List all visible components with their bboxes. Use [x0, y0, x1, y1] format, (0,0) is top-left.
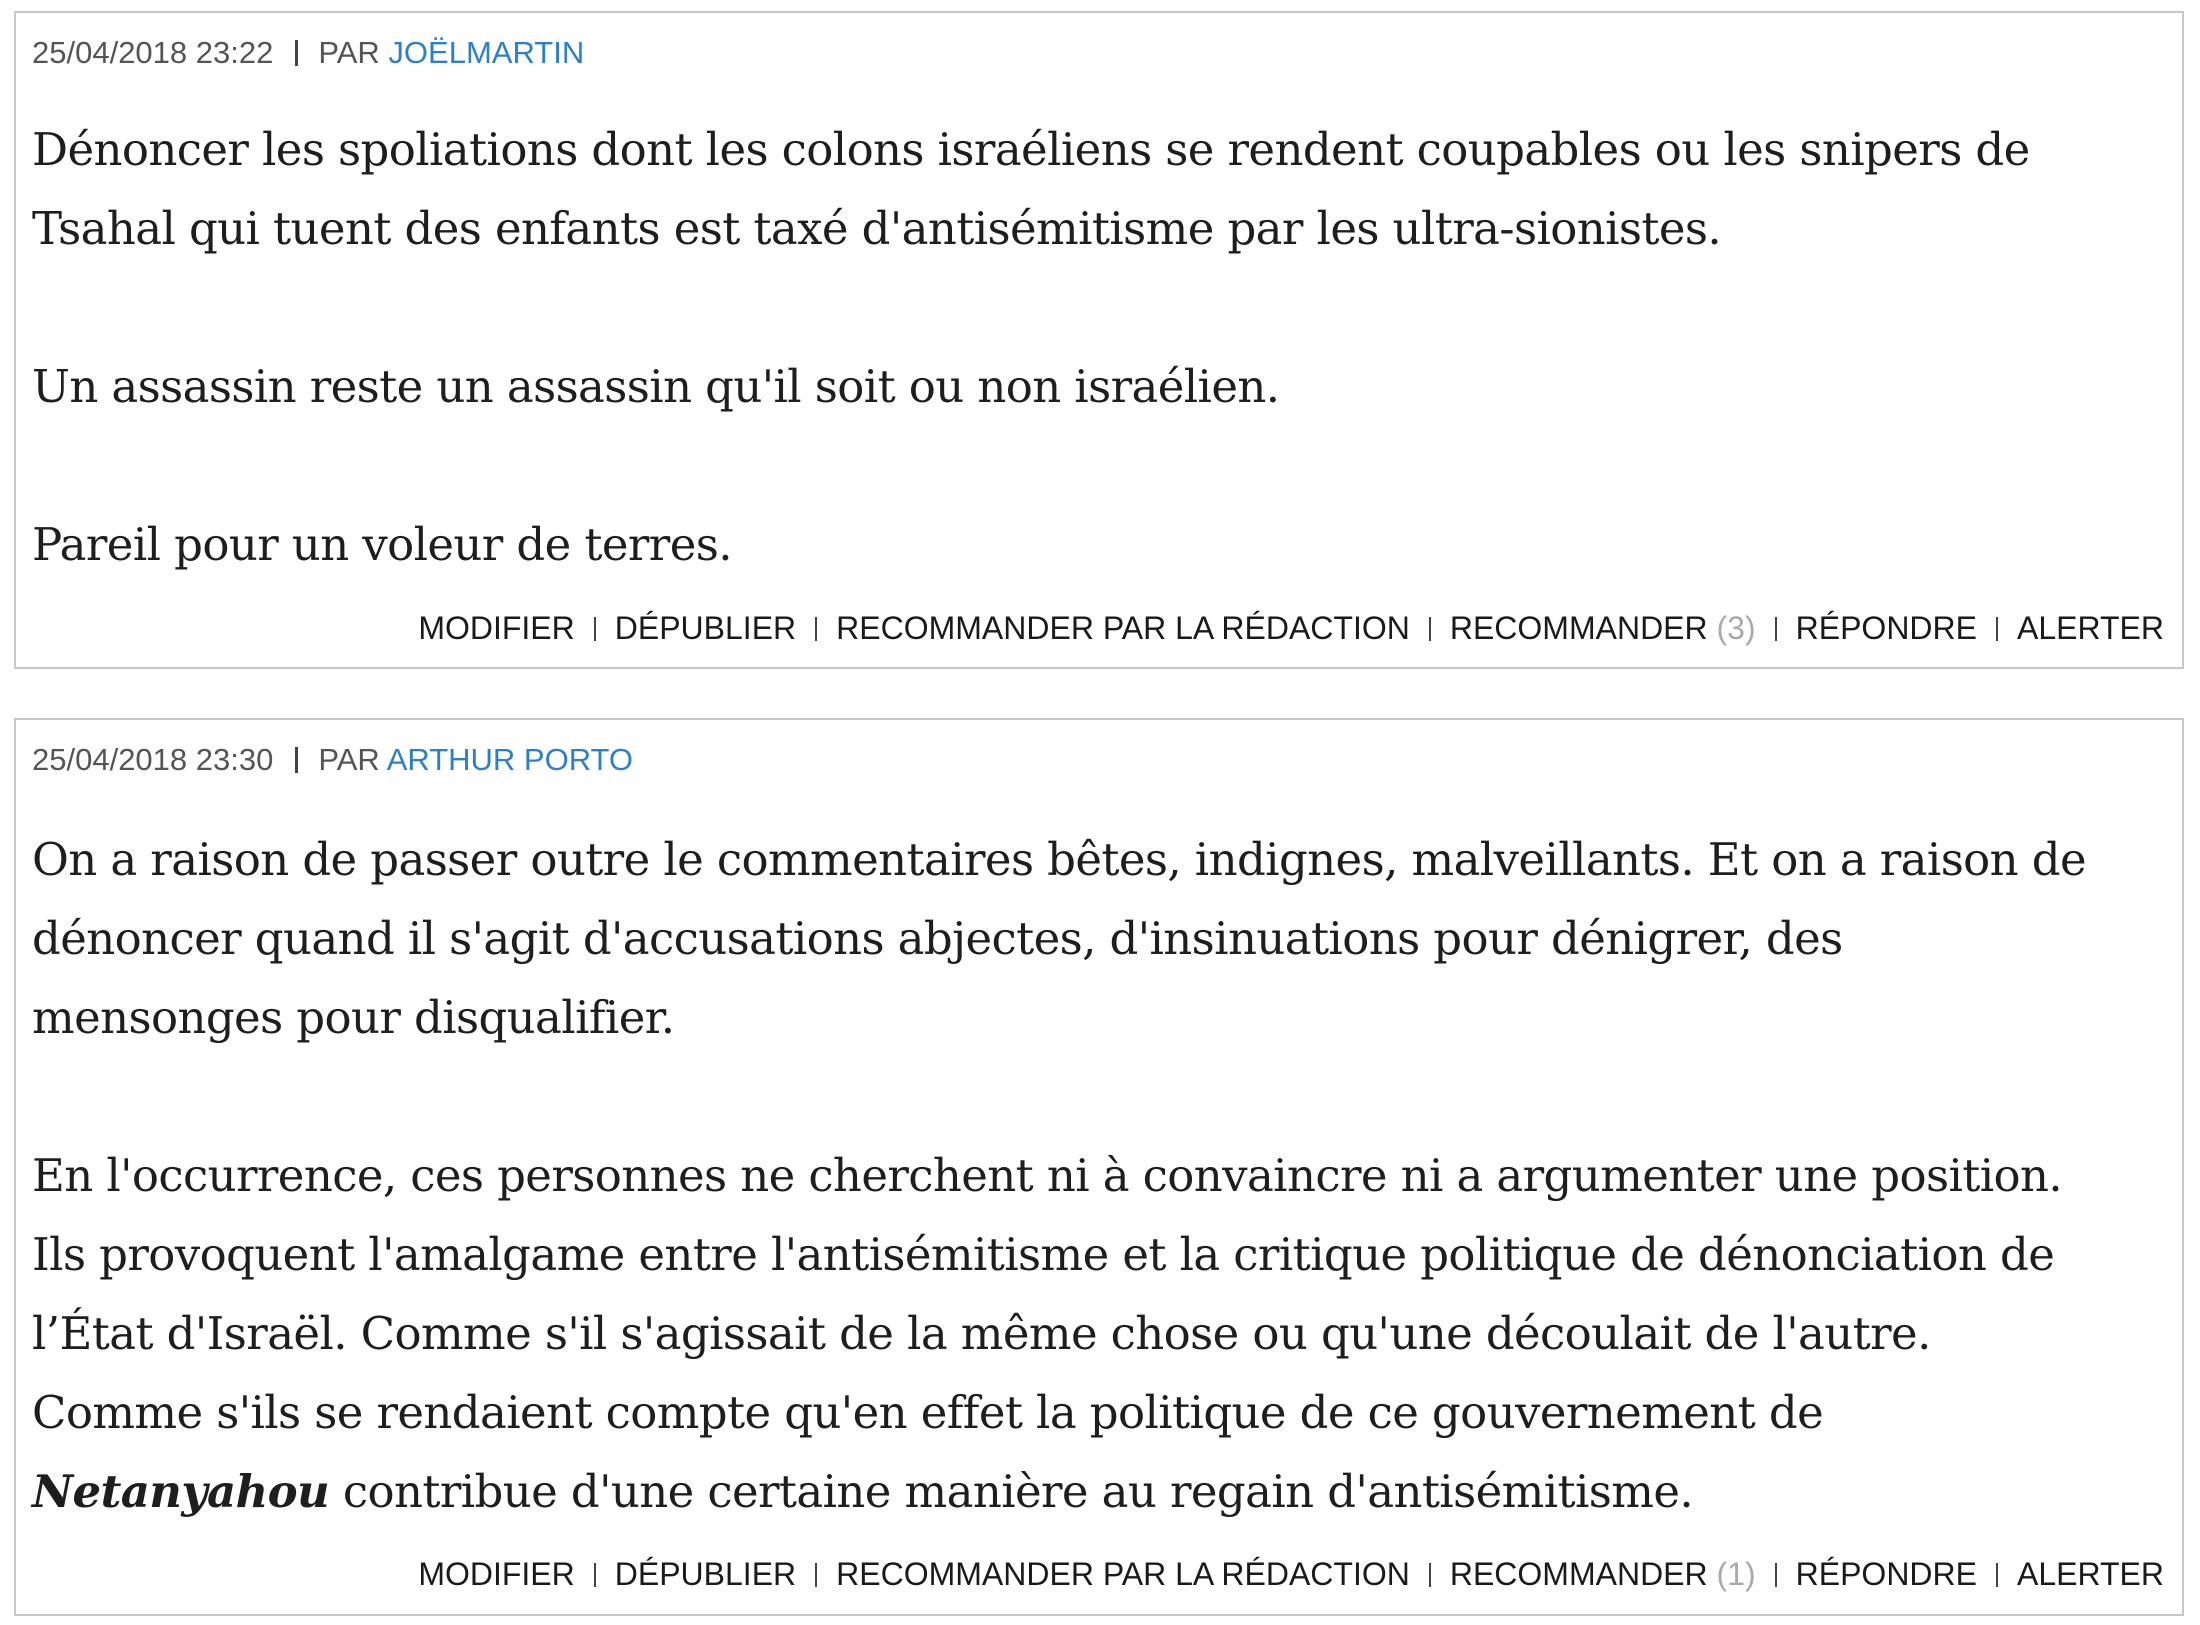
action-separator [815, 1563, 817, 1587]
action-separator [815, 617, 817, 641]
repondre-button[interactable]: RÉPONDRE [1795, 1556, 1977, 1592]
comment-line: mensonges pour disqualifier. [32, 991, 675, 1044]
recommander-redaction-button[interactable]: RECOMMANDER PAR LA RÉDACTION [836, 610, 1410, 646]
action-separator [1996, 617, 1998, 641]
depublier-button[interactable]: DÉPUBLIER [614, 1556, 797, 1592]
comment-line: dénoncer quand il s'agit d'accusations abjectes, d'insinuations pour dénigrer, des [32, 912, 1843, 965]
action-separator [1429, 1563, 1431, 1587]
alerter-button[interactable]: ALERTER [2016, 610, 2164, 646]
repondre-button[interactable]: RÉPONDRE [1795, 610, 1977, 646]
author-link[interactable]: JOËLMARTIN [388, 35, 585, 70]
author-link[interactable]: ARTHUR PORTO [386, 742, 634, 777]
recommander-label: RECOMMANDER [1449, 1556, 1708, 1592]
action-separator [1429, 617, 1431, 641]
recommander-count: (3) [1716, 610, 1756, 646]
recommander-redaction-button[interactable]: RECOMMANDER PAR LA RÉDACTION [836, 1556, 1410, 1592]
comment-line-rest: contribue d'une certaine manière au regain d'antisémitisme. [329, 1465, 1694, 1518]
comment-date: 25/04/2018 23:30 [32, 742, 274, 777]
meta-separator [295, 40, 298, 66]
modifier-button[interactable]: MODIFIER [418, 1556, 575, 1592]
comment-line: Dénoncer les spoliations dont les colons israéliens se rendent coupables ou les snipers de [32, 123, 2030, 176]
comment-card [14, 11, 2184, 669]
comment-line: On a raison de passer outre le commentaires bêtes, indignes, malveillants. Et on a raison de [32, 833, 2086, 886]
alerter-button[interactable]: ALERTER [2016, 1556, 2164, 1592]
recommander-button[interactable] [1450, 1556, 1756, 1592]
comment-line: Tsahal qui tuent des enfants est taxé d'antisémitisme par les ultra-sionistes. [32, 202, 1722, 255]
comment-meta [32, 33, 584, 73]
action-separator [594, 1563, 596, 1587]
emphasized-name: Netanyahou [32, 1465, 330, 1518]
comment-date: 25/04/2018 23:22 [32, 35, 274, 70]
meta-separator [295, 747, 298, 773]
by-label: PAR [318, 742, 380, 777]
action-separator [594, 617, 596, 641]
modifier-button[interactable]: MODIFIER [418, 610, 575, 646]
comment-card [14, 718, 2184, 1616]
action-separator [1775, 617, 1777, 641]
by-label: PAR [318, 35, 380, 70]
comment-line: Comme s'ils se rendaient compte qu'en effet la politique de ce gouvernement de [32, 1386, 1824, 1439]
comment-actions [418, 1554, 2164, 1594]
recommander-button[interactable] [1450, 610, 1756, 646]
action-separator [1775, 1563, 1777, 1587]
comment-body [32, 820, 2166, 1531]
depublier-button[interactable]: DÉPUBLIER [614, 610, 797, 646]
comment-body [32, 110, 2166, 584]
comment-meta [32, 740, 633, 780]
comment-line: Ils provoquent l'amalgame entre l'antisémitisme et la critique politique de dénonciation de [32, 1228, 2055, 1281]
recommander-count: (1) [1716, 1556, 1756, 1592]
comment-actions [418, 608, 2164, 648]
recommander-label: RECOMMANDER [1449, 610, 1708, 646]
comment-line: En l'occurrence, ces personnes ne cherchent ni à convaincre ni a argumenter une position. [32, 1149, 2063, 1202]
comment-line [32, 1452, 2166, 1531]
action-separator [1996, 1563, 1998, 1587]
comment-line: Pareil pour un voleur de terres. [32, 518, 732, 571]
comment-line: Un assassin reste un assassin qu'il soit ou non israélien. [32, 360, 1280, 413]
comment-line: l’État d'Israël. Comme s'il s'agissait de la même chose ou qu'une découlait de l'autre. [32, 1307, 1931, 1360]
